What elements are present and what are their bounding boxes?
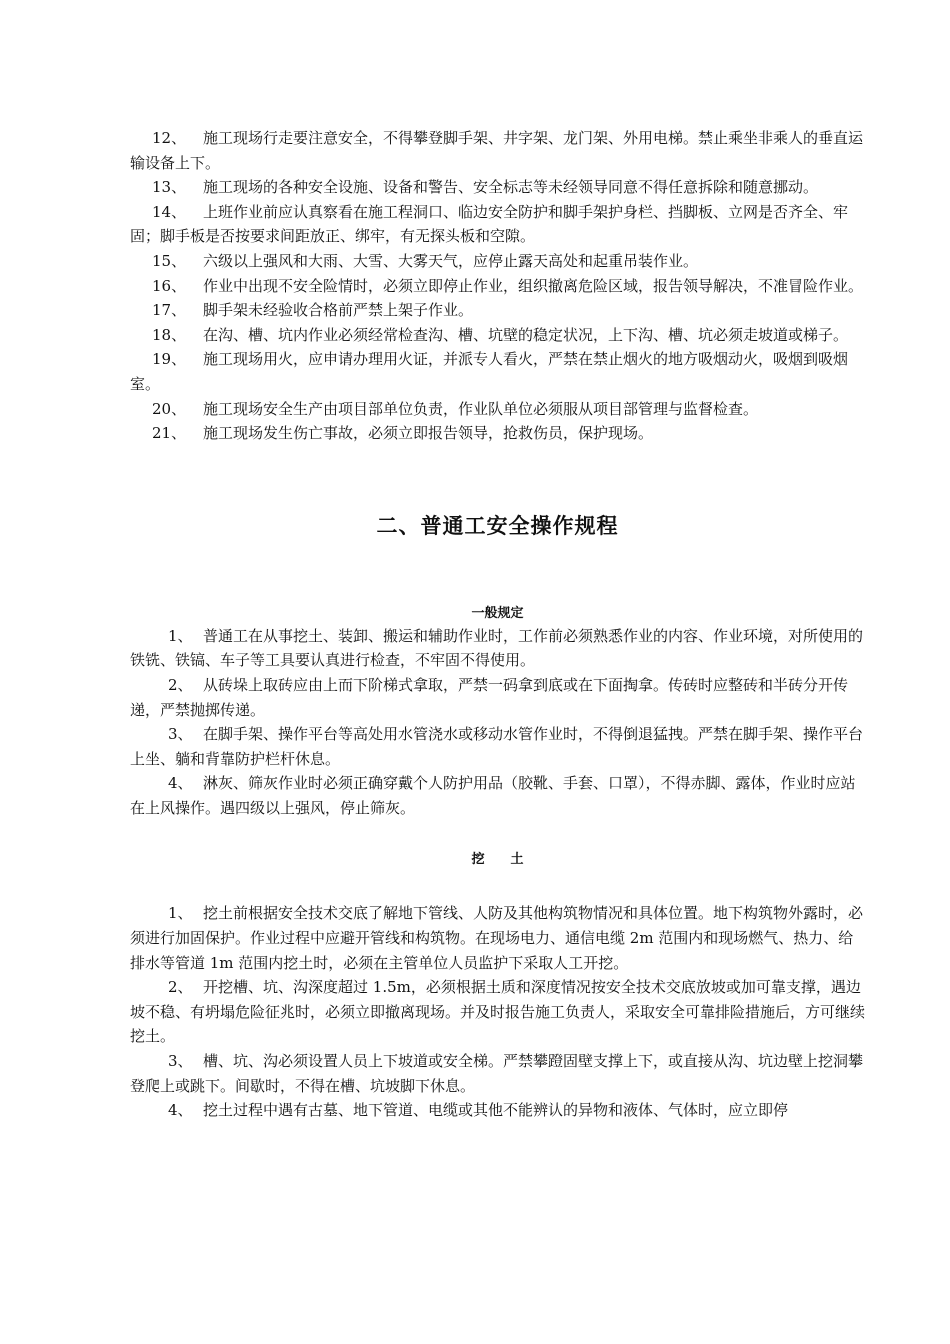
digging-rules-list	[130, 901, 865, 1122]
item-number: 14、	[152, 202, 187, 221]
list-item	[130, 975, 865, 1049]
item-text: 施工现场安全生产由项目部单位负责，作业队单位必须服从项目部管理与监督检查。	[203, 399, 759, 418]
item-number: 2、	[168, 675, 193, 694]
list-item	[130, 298, 865, 323]
list-item	[130, 624, 865, 673]
document-page	[130, 126, 865, 1123]
item-number: 2、	[168, 978, 193, 997]
list-item	[130, 323, 865, 348]
item-number: 19、	[152, 350, 187, 369]
item-text: 作业中出现不安全险情时，必须立即停止作业，组织撤离危险区域，报告领导解决，不准冒险作业。	[203, 276, 864, 295]
item-text: 开挖槽、坑、沟深度超过 1.5m，必须根据土质和深度情况按安全技术交底放坡或加可靠支撑，遇边坡不稳、有坍塌危险征兆时，必须立即撤离现场。并及时报告施工负责人，采取安全可靠排险措施后，方可继续挖土。	[130, 978, 866, 1046]
item-number: 15、	[152, 251, 187, 270]
digging-heading: 挖 土	[471, 852, 524, 868]
item-number: 21、	[152, 424, 187, 443]
item-text: 施工现场的各种安全设施、设备和警告、安全标志等未经领导同意不得任意拆除和随意挪动。	[203, 178, 819, 197]
item-number: 13、	[152, 178, 187, 197]
item-text: 普通工在从事挖土、装卸、搬运和辅助作业时，工作前必须熟悉作业的内容、作业环境，对所使用的铁铣、铁镐、车子等工具要认真进行检查，不牢固不得使用。	[130, 626, 864, 670]
item-text: 槽、坑、沟必须设置人员上下坡道或安全梯。严禁攀蹬固壁支撑上下，或直接从沟、坑边壁上挖洞攀登爬上或跳下。间歇时，不得在槽、坑坡脚下休息。	[130, 1052, 864, 1095]
item-number: 12、	[152, 129, 187, 147]
list-item	[130, 901, 865, 975]
list-item	[130, 722, 865, 771]
list-item	[130, 347, 865, 396]
item-number: 1、	[168, 626, 193, 645]
item-number: 20、	[152, 399, 187, 418]
item-text: 挖土过程中遇有古墓、地下管道、电缆或其他不能辨认的异物和液体、气体时，应立即停	[203, 1101, 789, 1120]
item-text: 脚手架未经验收合格前严禁上架子作业。	[203, 301, 474, 320]
list-item	[130, 673, 865, 722]
item-text: 在沟、槽、坑内作业必须经常检查沟、槽、坑壁的稳定状况，上下沟、槽、坑必须走坡道或梯子。	[203, 325, 849, 344]
item-text: 上班作业前应认真察看在施工程洞口、临边安全防护和脚手架护身栏、挡脚板、立网是否齐全、牢固；脚手板是否按要求间距放正、绑牢，有无探头板和空隙。	[130, 202, 849, 246]
item-number: 17、	[152, 301, 187, 320]
item-text: 施工现场发生伤亡事故，必须立即报告领导，抢救伤员，保护现场。	[203, 424, 654, 443]
item-text: 施工现场用火，应申请办理用火证，并派专人看火，严禁在禁止烟火的地方吸烟动火，吸烟到吸烟室。	[130, 350, 849, 393]
item-number: 4、	[168, 1101, 193, 1120]
section-title: 二、普通工安全操作规程	[376, 513, 619, 538]
list-item	[130, 771, 865, 820]
item-text: 从砖垛上取砖应由上而下阶梯式拿取，严禁一码拿到底或在下面掏拿。传砖时应整砖和半砖分开传递，严禁抛掷传递。	[130, 675, 849, 719]
list-item	[130, 175, 865, 200]
general-rules-list	[130, 624, 865, 821]
list-item	[130, 1049, 865, 1098]
list-item	[130, 274, 865, 299]
item-number: 3、	[168, 1052, 193, 1071]
list-item	[130, 1098, 865, 1123]
list-item	[130, 200, 865, 249]
item-text: 淋灰、筛灰作业时必须正确穿戴个人防护用品（胶靴、手套、口罩），不得赤脚、露体，作业时应站在上风操作。遇四级以上强风，停止筛灰。	[130, 774, 856, 817]
item-text: 挖土前根据安全技术交底了解地下管线、人防及其他构筑物情况和具体位置。地下构筑物外露时，必须进行加固保护。作业过程中应避开管线和构筑物。在现场电力、通信电缆 2m 范围内和现场燃气、热力、给排水等管道 1m 范围内挖土时，必须在主管单位人员监护下采取人工开挖。	[130, 904, 864, 972]
item-number: 1、	[168, 904, 193, 923]
item-number: 18、	[152, 325, 187, 344]
list-item	[130, 249, 865, 274]
list-item	[130, 397, 865, 422]
rules-list-continued	[130, 126, 865, 446]
item-text: 施工现场行走要注意安全，不得攀登脚手架、井字架、龙门架、外用电梯。禁止乘坐非乘人的垂直运输设备上下。	[130, 129, 864, 172]
list-item	[130, 421, 865, 446]
item-number: 16、	[152, 276, 187, 295]
item-number: 4、	[168, 774, 193, 793]
item-text: 六级以上强风和大雨、大雪、大雾天气，应停止露天高处和起重吊装作业。	[203, 251, 699, 270]
general-rules-heading: 一般规定	[471, 605, 524, 621]
list-item	[130, 126, 865, 175]
item-number: 3、	[168, 725, 193, 744]
item-text: 在脚手架、操作平台等高处用水管浇水或移动水管作业时，不得倒退猛拽。严禁在脚手架、操作平台上坐、躺和背靠防护栏杆休息。	[130, 725, 864, 768]
